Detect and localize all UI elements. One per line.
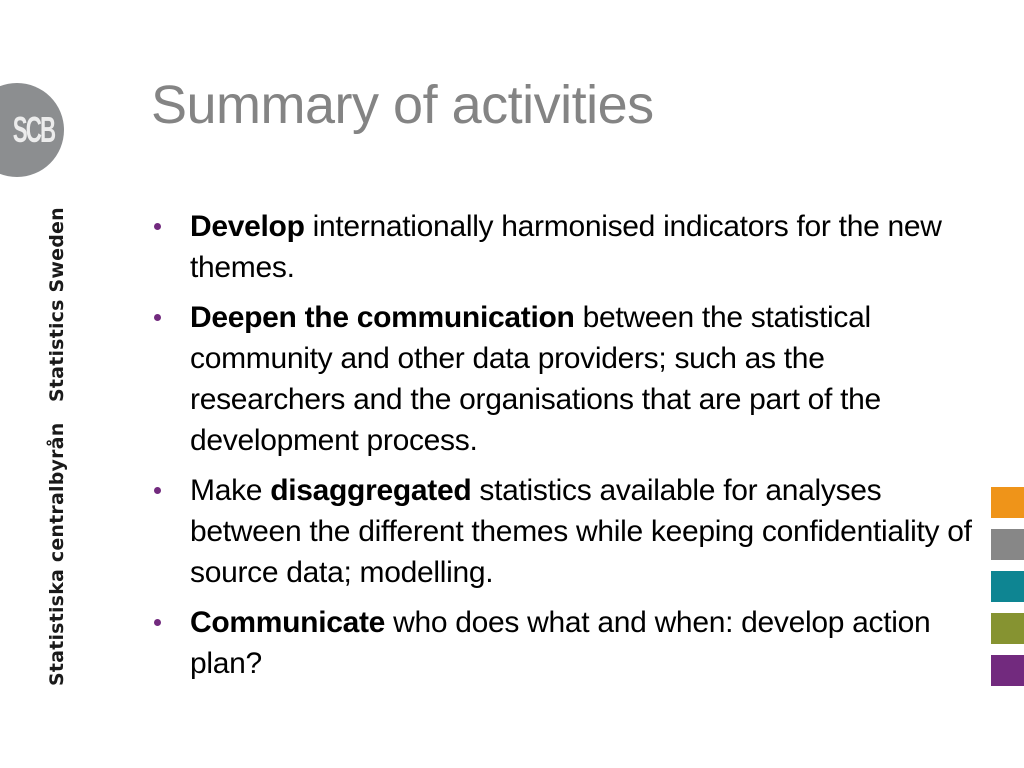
purple-square xyxy=(991,655,1024,686)
bullet-rest: between the statistical community and other data providers; such as the researchers and the organisations that are part of the development process. xyxy=(190,301,881,457)
brand-swedish: Statistiska centralbyrån xyxy=(46,422,68,686)
bullet-lead: Make xyxy=(190,474,271,507)
bullet-bold: disaggregated xyxy=(270,474,472,507)
slide-title: Summary of activities xyxy=(151,75,654,135)
bullet-item xyxy=(152,206,972,288)
teal-square xyxy=(991,571,1024,602)
bullet-bold: Develop xyxy=(190,210,305,243)
gray-square xyxy=(991,529,1024,560)
bullet-item xyxy=(152,470,972,593)
bullet-rest: who does what and when: develop action plan? xyxy=(190,606,931,680)
bullet-dot-icon xyxy=(154,619,161,626)
scb-logo xyxy=(0,83,64,177)
bullet-list xyxy=(152,206,972,693)
bullet-rest: internationally harmonised indicators for the new themes. xyxy=(190,210,942,284)
bullet-dot-icon xyxy=(154,314,161,321)
scb-logo-text: SCB xyxy=(12,109,54,150)
vertical-brand xyxy=(46,200,82,690)
bullet-item xyxy=(152,297,972,461)
color-squares xyxy=(991,487,1024,697)
bullet-item xyxy=(152,602,972,684)
bullet-rest: statistics available for analyses between the different themes while keeping confidentiality of source data; modelling. xyxy=(190,474,972,589)
bullet-bold: Deepen the communication xyxy=(190,301,575,334)
olive-square xyxy=(991,613,1024,644)
bullet-dot-icon xyxy=(154,487,161,494)
bullet-dot-icon xyxy=(154,223,161,230)
bullet-bold: Communicate xyxy=(190,606,386,639)
orange-square xyxy=(991,487,1024,518)
brand-english: Statistics Sweden xyxy=(46,207,68,402)
